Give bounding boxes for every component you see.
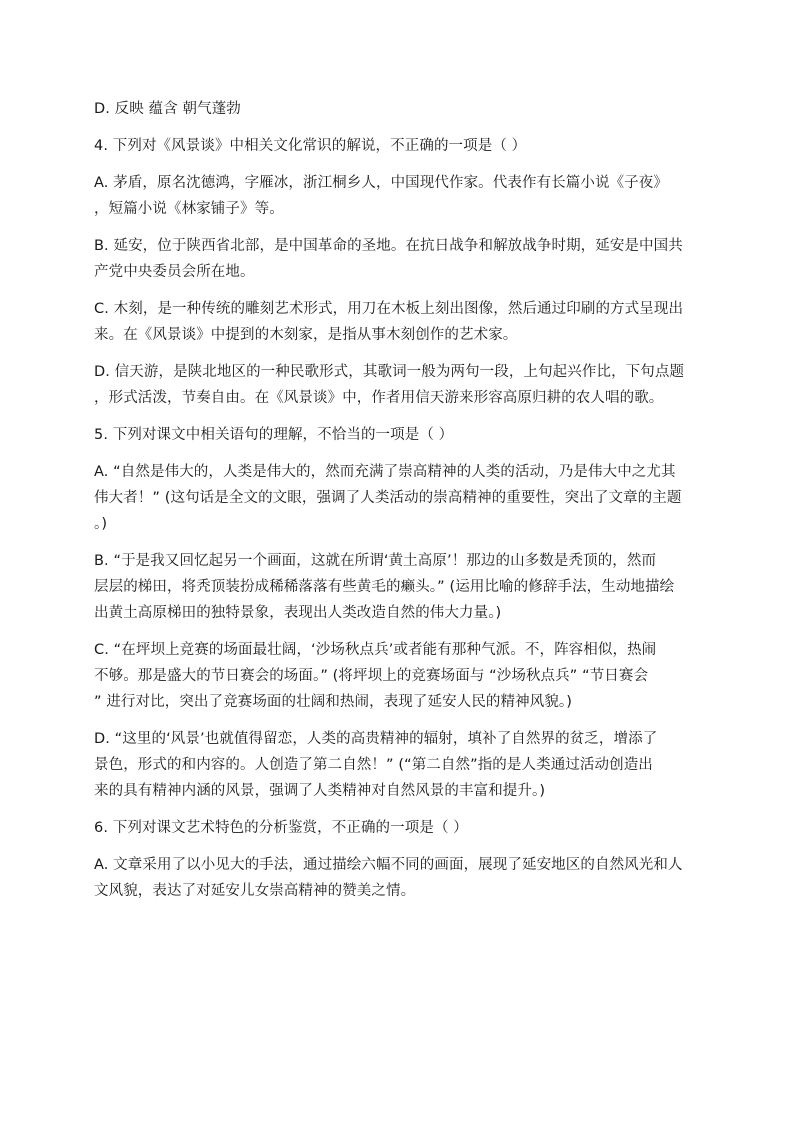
text-line: D. 信天游，是陕北地区的一种民歌形式，其歌词一般为两句一段，上句起兴作比，下句点题 <box>94 364 685 380</box>
text-line: ，形式活泼，节奏自由。在《风景谈》中，作者用信天游来形容高原归耕的农人唱的歌。 <box>94 390 664 406</box>
text-line: 伟大者！” (这句话是全文的文眼，强调了人类活动的崇高精神的重要性，突出了文章的主题 <box>94 490 682 506</box>
text-line: ” 进行对比，突出了竞赛场面的壮阔和热闹，表现了延安人民的精神风貌。) <box>94 694 573 710</box>
text-line: 产党中央委员会所在地。 <box>94 264 255 280</box>
option-c-q5 <box>94 637 704 715</box>
question-6 <box>94 815 704 841</box>
text-line: A. 茅盾，原名沈德鸿，字雁冰，浙江桐乡人，中国现代作家。代表作有长篇小说《子夜》 <box>94 175 668 191</box>
text-line: 来的具有精神内涵的风景，强调了人类精神对自然风景的丰富和提升。) <box>94 783 546 799</box>
option-d-q5 <box>94 726 704 804</box>
option-a-q6 <box>94 852 704 904</box>
text-line: 出黄土高原梯田的独特景象，表现出人类改造自然的伟大力量。) <box>94 605 502 621</box>
option-a-q4 <box>94 170 704 222</box>
question-5 <box>94 422 704 448</box>
text-line: 。) <box>94 516 108 532</box>
option-b-q4 <box>94 233 704 285</box>
option-c-q4 <box>94 296 704 348</box>
text-line: B. “于是我又回忆起另一个画面，这就在所谓‘黄土高原’！那边的山多数是秃顶的，然而 <box>94 553 657 569</box>
document-page <box>94 96 704 915</box>
option-d-q4 <box>94 359 704 411</box>
text-line: 景色，形式的和内容的。人创造了第二自然！” (“第二自然”指的是人类通过活动创造出 <box>94 757 653 773</box>
text-line: D. “这里的‘风景’也就值得留恋，人类的高贵精神的辐射，填补了自然界的贫乏，增添了 <box>94 731 658 747</box>
text-line: 不够。那是盛大的节日赛会的场面。” (将坪坝上的竞赛场面与 “沙场秋点兵” “节日赛会 <box>94 668 649 684</box>
question-stem: 4. 下列对《风景谈》中相关文化常识的解说，不正确的一项是（ ） <box>94 138 527 154</box>
text-line: A. “自然是伟大的，人类是伟大的，然而充满了崇高精神的人类的活动，乃是伟大中之尤其 <box>94 464 676 480</box>
text-line: C. 木刻，是一种传统的雕刻艺术形式，用刀在木板上刻出图像，然后通过印刷的方式呈现出 <box>94 301 684 317</box>
text-line: 层层的梯田，将秃顶装扮成稀稀落落有些黄毛的癞头。” (运用比喻的修辞手法，生动地描绘 <box>94 579 675 595</box>
text-line: 来。在《风景谈》中提到的木刻家，是指从事木刻创作的艺术家。 <box>94 327 518 343</box>
option-a-q5 <box>94 459 704 537</box>
option-b-q5 <box>94 548 704 626</box>
question-stem: 6. 下列对课文艺术特色的分析鉴赏，不正确的一项是（ ） <box>94 820 468 836</box>
text-line: B. 延安，位于陕西省北部，是中国革命的圣地。在抗日战争和解放战争时期，延安是中国共 <box>94 238 683 254</box>
option-d-q3 <box>94 96 704 122</box>
text-line: A. 文章采用了以小见大的手法，通过描绘六幅不同的画面，展现了延安地区的自然风光和人 <box>94 857 683 873</box>
text-line: ，短篇小说《林家铺子》等。 <box>94 201 284 217</box>
text-line: C. “在坪坝上竞赛的场面最壮阔，‘沙场秋点兵’或者能有那种气派。不，阵容相似，热闹 <box>94 642 657 658</box>
text-line: 文风貌，表达了对延安儿女崇高精神的赞美之情。 <box>94 883 416 899</box>
text-line: D. 反映 蕴含 朝气蓬勃 <box>94 101 241 117</box>
question-stem: 5. 下列对课文中相关语句的理解，不恰当的一项是（ ） <box>94 427 454 443</box>
question-4 <box>94 133 704 159</box>
